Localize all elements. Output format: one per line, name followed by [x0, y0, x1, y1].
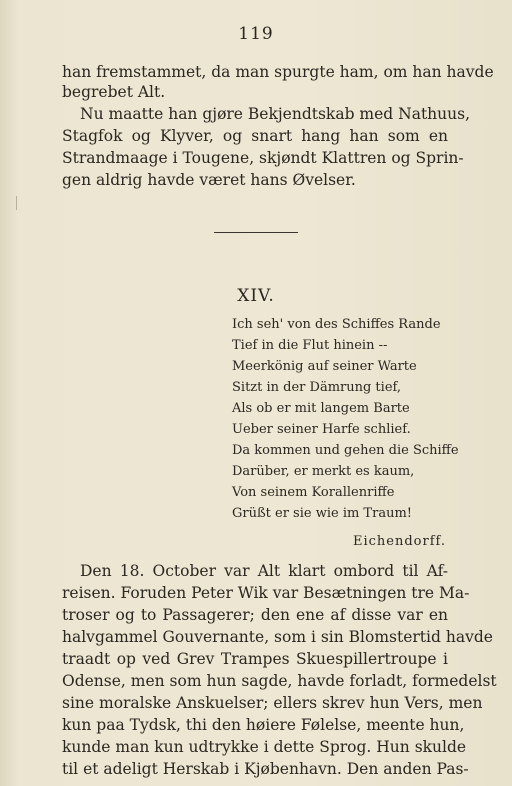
verse-line: Darüber, er merkt es kaum, [232, 464, 415, 479]
text-line: begrebet Alt. [62, 83, 166, 101]
text-line: gen aldrig havde været hans Øvelser. [62, 171, 356, 189]
verse-line: Grüßt er sie wie im Traum! [232, 506, 412, 521]
text-line: Odense, men som hun sagde, havde forladt, formedelst [62, 672, 497, 690]
text-line: Nu maatte han gjøre Bekjendtskab med Nathuus, [80, 105, 470, 123]
margin-mark [16, 196, 17, 210]
text-line: han fremstammet, da man spurgte ham, om han havde [62, 63, 494, 81]
text-line: Stagfok og Klyver, og snart hang han som en [62, 127, 448, 145]
text-line: kun paa Tydsk, thi den høiere Følelse, meente hun, [62, 716, 465, 734]
verse-author: Eichendorff. [352, 534, 446, 549]
chapter-heading: XIV. [237, 286, 275, 306]
verse-line: Meerkönig auf seiner Warte [232, 359, 417, 374]
verse-line: Als ob er mit langem Barte [232, 401, 410, 416]
text-line: sine moralske Anskuelser; ellers skrev hun Vers, men [62, 694, 483, 712]
verse-line: Da kommen und gehen die Schiffe [232, 443, 459, 458]
text-line: Den 18. October var Alt klart ombord til Af- [80, 562, 448, 580]
text-line: til et adeligt Herskab i Kjøbenhavn. Den anden Pas- [62, 760, 469, 778]
verse-line: Ich seh' von des Schiffes Rande [232, 317, 441, 332]
verse-line: Von seinem Korallenriffe [232, 485, 395, 500]
text-line: reisen. Foruden Peter Wik var Besætningen tre Ma- [62, 584, 470, 602]
verse-line: Tief in die Flut hinein -- [232, 338, 388, 353]
section-divider [214, 232, 298, 233]
text-line: halvgammel Gouvernante, som i sin Blomstertid havde [62, 628, 493, 646]
verse-line: Sitzt in der Dämrung tief, [232, 380, 401, 395]
text-line: troser og to Passagerer; den ene af disse var en [62, 606, 448, 624]
page-number: 119 [238, 24, 274, 44]
text-line: traadt op ved Grev Trampes Skuespillertroupe i [62, 650, 448, 668]
verse-line: Ueber seiner Harfe schlief. [232, 422, 411, 437]
text-line: Strandmaage i Tougene, skjøndt Klattren og Sprin- [62, 149, 464, 167]
text-line: kunde man kun udtrykke i dette Sprog. Hun skulde [62, 738, 467, 756]
